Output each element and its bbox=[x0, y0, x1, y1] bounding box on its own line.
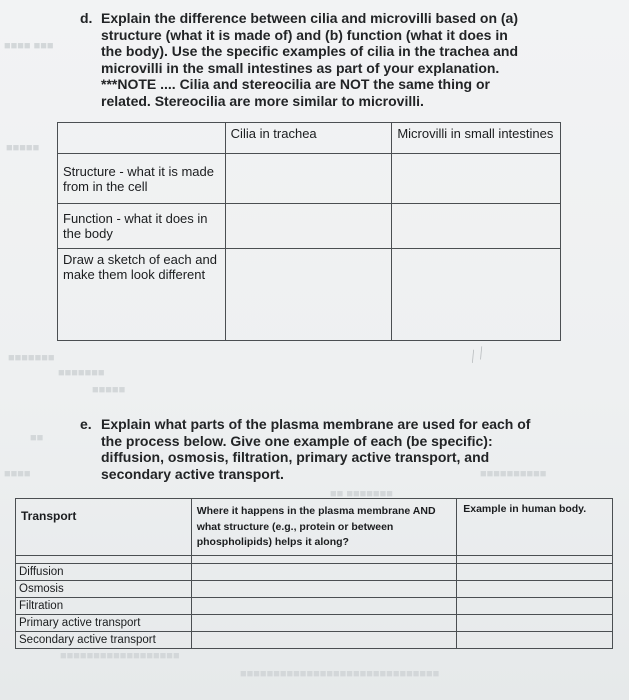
question-e bbox=[80, 416, 610, 482]
show-through-text: ■■■■ bbox=[4, 468, 31, 480]
table-spacer-row bbox=[16, 556, 613, 564]
question-d bbox=[80, 10, 610, 109]
table-row bbox=[58, 249, 561, 341]
question-d-line: structure (what it is made of) and (b) function (what it does in bbox=[101, 26, 508, 43]
row-label-structure: Structure - what it is made from in the cell bbox=[58, 154, 226, 204]
show-through-text: ■■■■■■■ bbox=[58, 367, 105, 379]
row-label-secondary-active-transport: Secondary active transport bbox=[16, 632, 192, 649]
show-through-text: ■■■■■■■■■■■■■■■■■■ bbox=[60, 650, 180, 662]
header-where-it-happens: Where it happens in the plasma membrane AND what structure (e.g., protein or between phospholipids) helps it along? bbox=[191, 499, 457, 556]
table-row bbox=[16, 598, 613, 615]
answer-cell-secondary-active-where[interactable] bbox=[191, 632, 457, 649]
answer-cell-microvilli-sketch[interactable] bbox=[392, 249, 561, 341]
answer-cell-microvilli-structure[interactable] bbox=[392, 154, 561, 204]
question-e-letter: e. bbox=[80, 416, 92, 432]
table-row bbox=[16, 615, 613, 632]
table-row bbox=[16, 632, 613, 649]
answer-cell-cilia-structure[interactable] bbox=[225, 154, 392, 204]
show-through-text: ■■■■ ■■■ bbox=[4, 40, 54, 52]
answer-cell-filtration-where[interactable] bbox=[191, 598, 457, 615]
question-e-line: diffusion, osmosis, filtration, primary active transport, and bbox=[101, 449, 490, 465]
header-transport: Transport bbox=[16, 499, 192, 556]
question-d-line: Explain the difference between cilia and microvilli based on (a) bbox=[101, 10, 518, 26]
pencil-stray-mark: ╱ ╱ bbox=[468, 347, 487, 364]
answer-cell-microvilli-function[interactable] bbox=[392, 204, 561, 249]
show-through-text: ■■■■■■■ bbox=[8, 352, 55, 364]
table-row bbox=[16, 581, 613, 598]
table-header-row bbox=[58, 123, 561, 154]
table-row bbox=[58, 204, 561, 249]
show-through-text: ■■ ■■■■■■■ bbox=[330, 488, 393, 500]
question-d-letter: d. bbox=[80, 10, 93, 26]
cilia-microvilli-table bbox=[57, 122, 561, 341]
show-through-text: ■■■■■ bbox=[6, 142, 40, 154]
show-through-text: ■■■■■■■■■■■■■■■■■■■■■■■■■■■■■■ bbox=[240, 668, 440, 680]
show-through-text: ■■■■■ bbox=[92, 384, 126, 396]
header-example-in-human-body: Example in human body. bbox=[457, 499, 613, 556]
question-e-line: secondary active transport. bbox=[101, 465, 284, 482]
answer-cell-diffusion-where[interactable] bbox=[191, 564, 457, 581]
answer-cell-cilia-function[interactable] bbox=[225, 204, 392, 249]
transport-table bbox=[15, 498, 613, 649]
header-microvilli-in-small-intestines: Microvilli in small intestines bbox=[392, 123, 561, 154]
row-label-diffusion: Diffusion bbox=[16, 564, 192, 581]
row-label-filtration: Filtration bbox=[16, 598, 192, 615]
header-cell-empty bbox=[58, 123, 226, 154]
show-through-text: ■■■■■■■■■■ bbox=[480, 468, 547, 480]
answer-cell-filtration-example[interactable] bbox=[457, 598, 613, 615]
question-d-line: microvilli in the small intestines as part of your explanation. bbox=[101, 59, 500, 76]
question-e-line: Explain what parts of the plasma membrane are used for each of bbox=[101, 416, 531, 432]
table-row bbox=[16, 564, 613, 581]
question-d-line: the body). Use the specific examples of cilia in the trachea and bbox=[101, 43, 519, 59]
answer-cell-primary-active-where[interactable] bbox=[191, 615, 457, 632]
answer-cell-osmosis-example[interactable] bbox=[457, 581, 613, 598]
answer-cell-diffusion-example[interactable] bbox=[457, 564, 613, 581]
answer-cell-osmosis-where[interactable] bbox=[191, 581, 457, 598]
row-label-primary-active-transport: Primary active transport bbox=[16, 615, 192, 632]
row-label-function: Function - what it does in the body bbox=[58, 204, 226, 249]
show-through-text: ■■ bbox=[30, 432, 44, 444]
question-d-line: related. Stereocilia are more similar to microvilli. bbox=[101, 92, 424, 109]
header-cilia-in-trachea: Cilia in trachea bbox=[225, 123, 392, 154]
table-header-row bbox=[16, 499, 613, 556]
row-label-osmosis: Osmosis bbox=[16, 581, 192, 598]
answer-cell-cilia-sketch[interactable] bbox=[225, 249, 392, 341]
question-d-line: ***NOTE .... Cilia and stereocilia are NOT the same thing or bbox=[101, 76, 490, 92]
table-row bbox=[58, 154, 561, 204]
answer-cell-primary-active-example[interactable] bbox=[457, 615, 613, 632]
question-e-line: the process below. Give one example of each (be specific): bbox=[101, 432, 493, 449]
answer-cell-secondary-active-example[interactable] bbox=[457, 632, 613, 649]
row-label-sketch: Draw a sketch of each and make them look different bbox=[58, 249, 226, 341]
